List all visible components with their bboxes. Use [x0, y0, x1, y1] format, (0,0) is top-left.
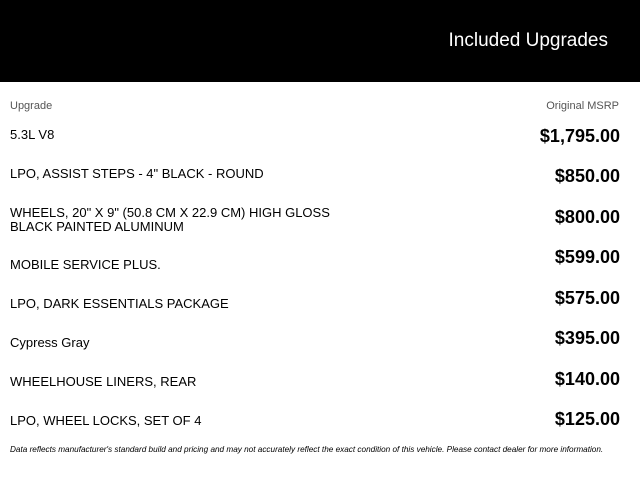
upgrade-price: $850.00 [554, 166, 620, 186]
upgrade-label: WHEELS, 20" X 9" (50.8 CM X 22.9 CM) HIGH GLOSS BLACK PAINTED ALUMINUM [10, 205, 330, 234]
upgrade-price: $800.00 [554, 207, 620, 227]
upgrade-row [0, 247, 640, 297]
upgrade-row [0, 206, 640, 245]
upgrade-label: WHEELHOUSE LINERS, REAR [10, 374, 197, 389]
upgrade-label: LPO, ASSIST STEPS - 4" BLACK - ROUND [10, 166, 264, 181]
upgrade-price: $599.00 [554, 247, 620, 267]
upgrade-price: $395.00 [554, 328, 620, 348]
upgrade-row [0, 328, 640, 375]
page-title: Included Upgrades [448, 30, 608, 51]
msrp-column-header: Original MSRP [546, 100, 619, 112]
upgrade-price: $575.00 [554, 288, 620, 308]
disclaimer-text: Data reflects manufacturer's standard build and pricing and may not accurately reflect the exact condition of this vehicle. Please contact dealer for more information. [10, 445, 604, 454]
upgrade-row [0, 167, 640, 206]
upgrade-label: MOBILE SERVICE PLUS. [10, 257, 161, 272]
upgrade-label: Cypress Gray [10, 335, 90, 350]
upgrade-label: 5.3L V8 [10, 127, 55, 142]
upgrade-row [0, 369, 640, 414]
upgrade-price: $125.00 [554, 409, 620, 429]
header-banner [0, 0, 640, 82]
upgrade-column-header: Upgrade [10, 100, 53, 112]
upgrade-price: $140.00 [554, 369, 620, 389]
upgrade-label: LPO, DARK ESSENTIALS PACKAGE [10, 296, 229, 311]
upgrade-label: LPO, WHEEL LOCKS, SET OF 4 [10, 413, 202, 428]
upgrade-row [0, 128, 640, 167]
upgrade-price: $1,795.00 [539, 126, 620, 146]
upgrade-row [0, 288, 640, 336]
